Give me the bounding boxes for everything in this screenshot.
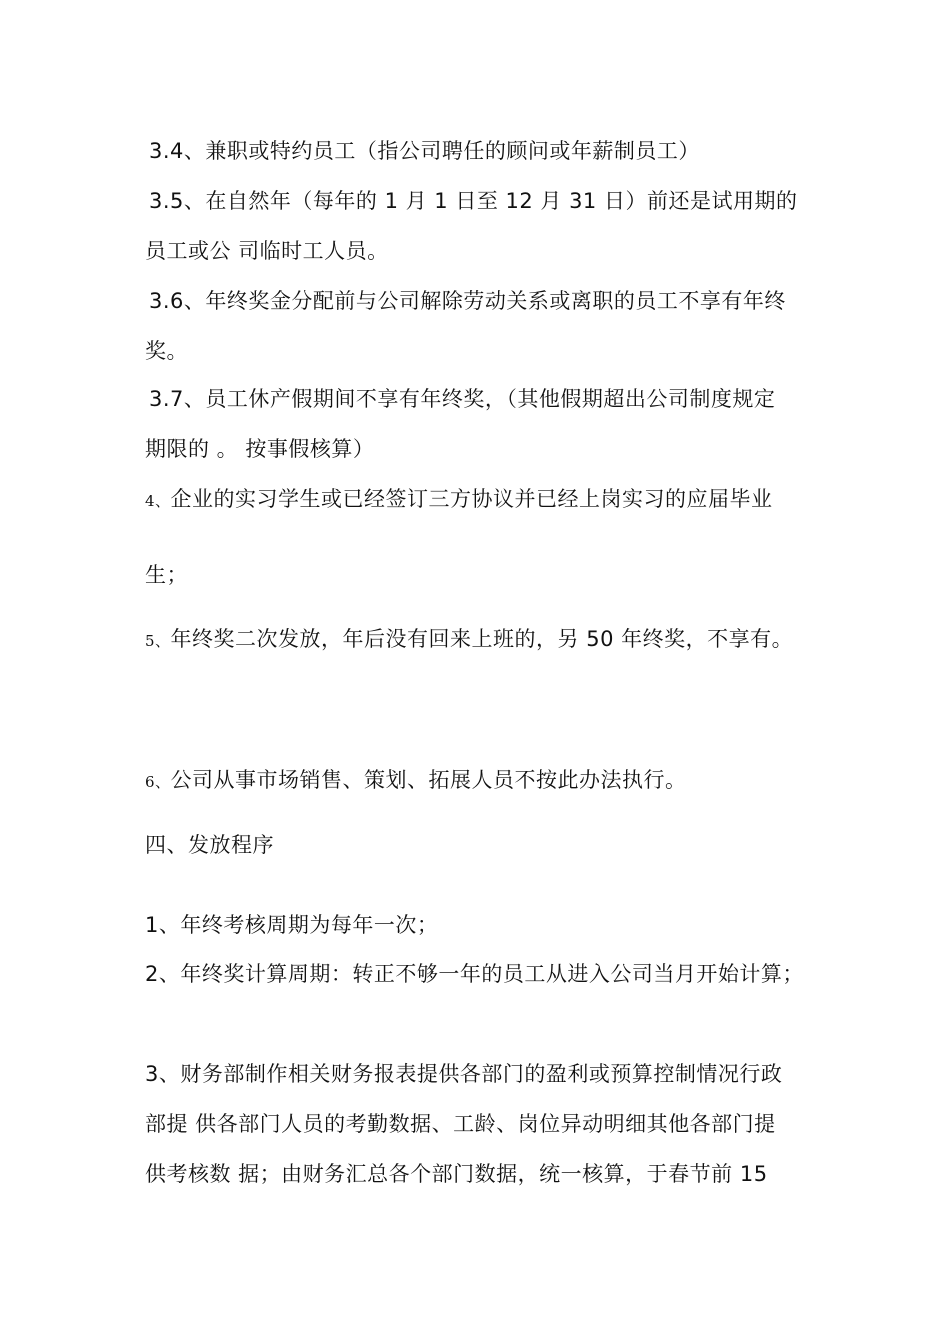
text-line-item-5 — [145, 624, 793, 656]
text-line-3-5-cont: 员工或公 司临时工人员。 — [145, 239, 389, 263]
text-line-item-4-cont: 生； — [145, 563, 188, 587]
text-line-3-4: 3.4、兼职或特约员工（指公司聘任的顾问或年薪制员工） — [149, 139, 700, 163]
text-line-item-4 — [145, 484, 773, 516]
text-line-step-3: 3、财务部制作相关财务报表提供各部门的盈利或预算控制情况行政 — [145, 1062, 783, 1086]
item-5-text: 年终奖二次发放，年后没有回来上班的，另 50 年终奖，不享有。 — [170, 627, 794, 651]
text-line-item-6 — [145, 765, 687, 797]
text-line-3-7-cont: 期限的 。 按事假核算） — [145, 437, 375, 461]
item-number-6: 6、 — [145, 773, 171, 791]
text-line-step-3-cont2: 供考核数 据；由财务汇总各个部门数据，统一核算，于春节前 15 — [145, 1162, 768, 1186]
text-line-step-2: 2、年终奖计算周期：转正不够一年的员工从进入公司当月开始计算； — [145, 962, 804, 986]
item-number-5: 5、 — [145, 632, 171, 650]
text-line-3-5: 3.5、在自然年（每年的 1 月 1 日至 12 月 31 日）前还是试用期的 — [149, 189, 798, 213]
text-line-3-6-cont: 奖。 — [145, 339, 188, 363]
section-heading-distribution: 四、发放程序 — [145, 833, 274, 857]
text-line-step-3-cont1: 部提 供各部门人员的考勤数据、工龄、岗位异动明细其他各部门提 — [145, 1112, 776, 1136]
text-line-3-6: 3.6、年终奖金分配前与公司解除劳动关系或离职的员工不享有年终 — [149, 289, 786, 313]
item-4-text: 企业的实习学生或已经签订三方协议并已经上岗实习的应届毕业 — [170, 487, 773, 511]
item-6-text: 公司从事市场销售、策划、拓展人员不按此办法执行。 — [170, 768, 687, 792]
item-number-4: 4、 — [145, 492, 171, 510]
text-line-step-1: 1、年终考核周期为每年一次； — [145, 913, 439, 937]
text-line-3-7: 3.7、员工休产假期间不享有年终奖，（其他假期超出公司制度规定 — [149, 387, 776, 411]
